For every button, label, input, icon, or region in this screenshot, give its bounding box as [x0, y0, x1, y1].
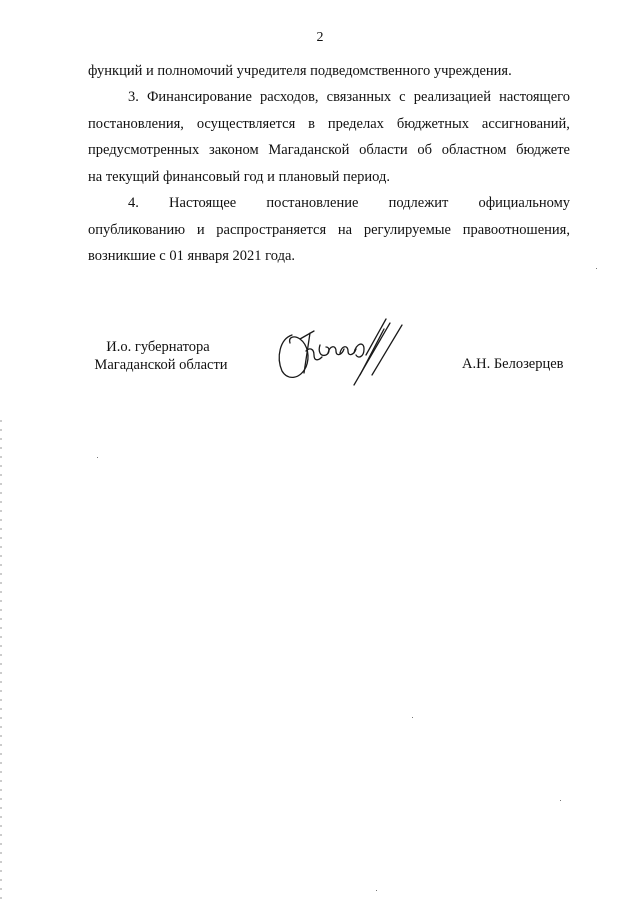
- word: пределах: [327, 115, 384, 132]
- word: распространяется: [216, 221, 327, 238]
- text-line: функций и полномочий учредителя подведомственного учреждения.: [88, 63, 512, 79]
- word: настоящего: [499, 89, 570, 105]
- signer-name: А.Н. Белозерцев: [462, 356, 564, 372]
- word: Настоящее: [169, 195, 237, 211]
- page-number: 2: [316, 30, 324, 45]
- scan-edge-artifact: [0, 420, 2, 900]
- signer-title-line-2: Магаданской области: [94, 357, 228, 373]
- word: на: [337, 221, 353, 238]
- word: предусмотренных: [88, 142, 200, 158]
- word: 3.: [128, 89, 139, 105]
- word: Магаданской: [268, 142, 350, 158]
- word: реализацией: [413, 89, 492, 105]
- word: осуществляется: [196, 115, 296, 132]
- text-line: на текущий финансовый год и плановый период.: [88, 168, 391, 185]
- word: регулируемые: [363, 221, 451, 238]
- word: опубликованию: [88, 221, 186, 238]
- word: подлежит: [388, 195, 449, 211]
- word: бюджетных: [396, 115, 470, 132]
- word: бюджете: [516, 142, 570, 158]
- word: законом: [209, 142, 259, 158]
- scan-speck: [412, 717, 413, 718]
- word: расходов,: [259, 89, 319, 105]
- word: связанных: [326, 89, 392, 105]
- scan-speck: [376, 890, 377, 891]
- scan-speck: [97, 457, 98, 458]
- word: с: [399, 89, 406, 105]
- scan-speck: [560, 800, 561, 801]
- word: Финансирование: [146, 89, 252, 105]
- word: об: [417, 142, 433, 158]
- scan-speck: [596, 268, 597, 269]
- word: официальному: [478, 195, 570, 211]
- word: 4.: [128, 195, 139, 211]
- handwritten-signature: [270, 315, 410, 395]
- word: в: [308, 115, 316, 132]
- word: областном: [441, 142, 507, 158]
- word: области: [359, 142, 408, 158]
- signer-title-line-1: И.о. губернатора: [106, 339, 210, 355]
- word: постановление: [266, 195, 359, 211]
- word: ассигнований,: [481, 115, 570, 132]
- text-line: возникшие с 01 января 2021 года.: [88, 248, 296, 264]
- word: правоотношения,: [462, 221, 570, 238]
- word: постановления,: [88, 115, 184, 132]
- word: и: [196, 221, 205, 238]
